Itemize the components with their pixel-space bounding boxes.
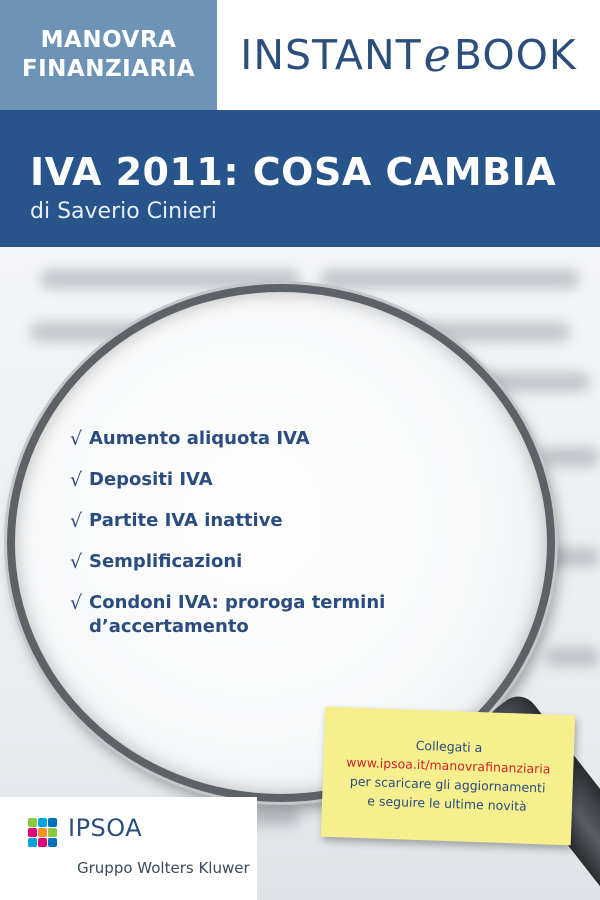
check-icon: √ (70, 469, 83, 491)
note-line3: per scaricare gli aggiornamenti (349, 773, 546, 796)
blurred-text-line (320, 269, 580, 289)
publisher-logo (0, 797, 257, 900)
publisher-name: IPSOA (68, 814, 143, 842)
checklist-item: √ Depositi IVA (70, 469, 213, 491)
brand-part1: INSTANT (240, 31, 422, 79)
check-icon: √ (70, 428, 83, 450)
topic-checklist (70, 427, 530, 656)
sticky-note (321, 707, 575, 846)
series-badge-line2: FINANZIARIA (21, 56, 196, 82)
blurred-text-line (540, 447, 600, 467)
check-icon: √ (70, 510, 83, 532)
checklist-item: √ Aumento aliquota IVA (70, 428, 310, 450)
instant-ebook-logo (217, 0, 600, 110)
book-title: IVA 2011: COSA CAMBIA (30, 150, 557, 194)
note-line4: e seguire le ultime novità (367, 793, 527, 814)
checklist-item: √ Semplificazioni (70, 551, 243, 573)
checklist-item: √ Condoni IVA: proroga termini d’accertamento (70, 592, 386, 637)
brand-part3: BOOK (453, 31, 577, 79)
checklist-item: √ Partite IVA inattive (70, 510, 283, 532)
check-icon: √ (70, 551, 83, 573)
book-author: di Saverio Cinieri (30, 199, 217, 224)
ipsoa-mosaic-icon (25, 815, 61, 851)
brand-e: e (423, 28, 452, 82)
check-icon: √ (70, 592, 83, 614)
title-band (0, 110, 600, 247)
series-badge-line1: MANOVRA (40, 27, 177, 53)
note-url[interactable]: www.ipsoa.it/manovrafinanziaria (346, 754, 551, 777)
note-line1: Collegati a (415, 737, 483, 756)
blurred-text-line (545, 647, 600, 667)
publisher-group: Gruppo Wolters Kluwer (77, 859, 250, 877)
series-badge (0, 0, 217, 110)
